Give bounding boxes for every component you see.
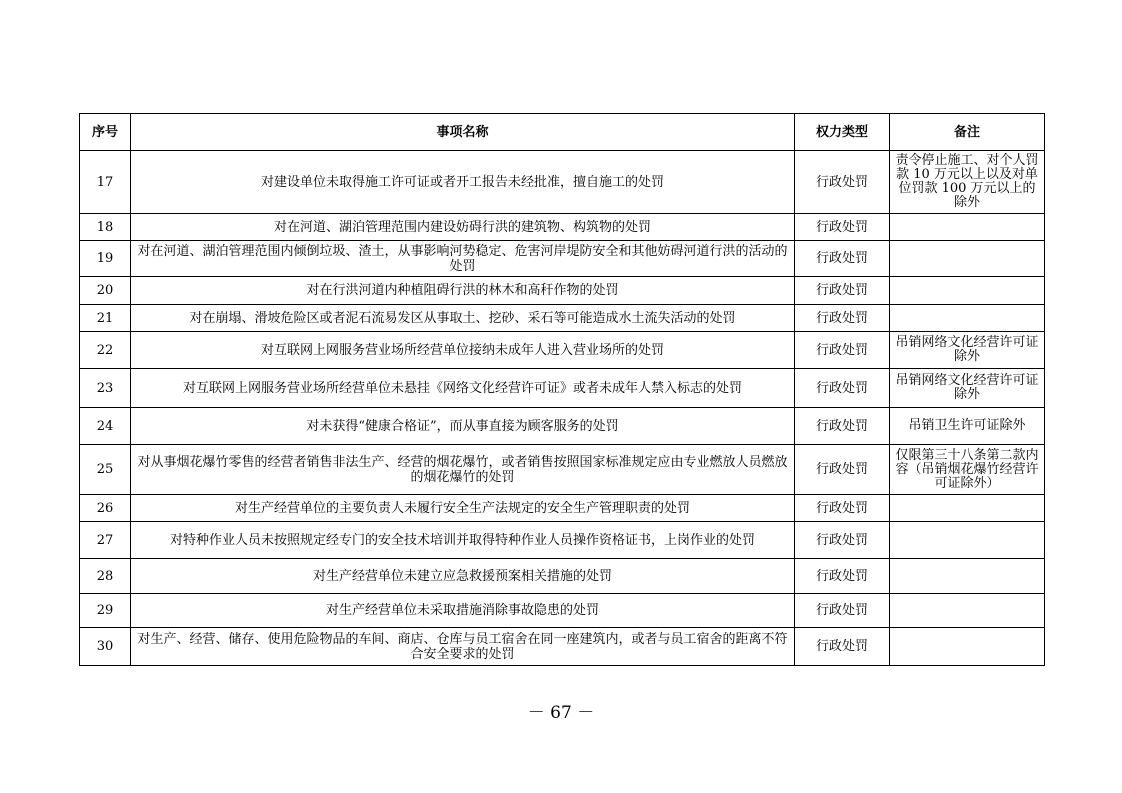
header-serial-no: 序号 <box>80 114 131 151</box>
table-row <box>80 594 1045 628</box>
cell-remarks <box>890 628 1045 666</box>
cell-power-type: 行政处罚 <box>795 369 890 408</box>
cell-power-type: 行政处罚 <box>795 151 890 214</box>
cell-power-type: 行政处罚 <box>795 594 890 628</box>
cell-item-name: 对互联网上网服务营业场所经营单位未悬挂《网络文化经营许可证》或者未成年人禁入标志的处罚 <box>131 369 795 408</box>
cell-remarks <box>890 594 1045 628</box>
cell-serial-no: 18 <box>80 214 131 241</box>
cell-serial-no: 28 <box>80 559 131 594</box>
cell-remarks <box>890 495 1045 522</box>
cell-remarks: 吊销网络文化经营许可证除外 <box>890 332 1045 369</box>
cell-item-name: 对在河道、湖泊管理范围内倾倒垃圾、渣土，从事影响河势稳定、危害河岸堤防安全和其他妨碍河道行洪的活动的处罚 <box>131 241 795 277</box>
cell-remarks <box>890 559 1045 594</box>
cell-serial-no: 17 <box>80 151 131 214</box>
cell-serial-no: 20 <box>80 277 131 305</box>
table-row <box>80 408 1045 445</box>
table-row <box>80 151 1045 214</box>
cell-serial-no: 30 <box>80 628 131 666</box>
cell-item-name: 对生产经营单位未建立应急救援预案相关措施的处罚 <box>131 559 795 594</box>
cell-power-type: 行政处罚 <box>795 241 890 277</box>
cell-item-name: 对在崩塌、滑坡危险区或者泥石流易发区从事取土、挖砂、采石等可能造成水土流失活动的处罚 <box>131 305 795 332</box>
cell-remarks: 仅限第三十八条第二款内容（吊销烟花爆竹经营许可证除外） <box>890 445 1045 495</box>
cell-item-name: 对生产、经营、储存、使用危险物品的车间、商店、仓库与员工宿舍在同一座建筑内，或者与员工宿舍的距离不符合安全要求的处罚 <box>131 628 795 666</box>
table-row <box>80 277 1045 305</box>
table-row <box>80 495 1045 522</box>
table-row <box>80 241 1045 277</box>
cell-serial-no: 22 <box>80 332 131 369</box>
cell-remarks <box>890 214 1045 241</box>
powers-table-container <box>79 113 1044 666</box>
table-row <box>80 332 1045 369</box>
page-number: － 67 － <box>527 703 595 723</box>
cell-power-type: 行政处罚 <box>795 277 890 305</box>
cell-item-name: 对从事烟花爆竹零售的经营者销售非法生产、经营的烟花爆竹，或者销售按照国家标准规定应由专业燃放人员燃放的烟花爆竹的处罚 <box>131 445 795 495</box>
cell-power-type: 行政处罚 <box>795 522 890 559</box>
cell-remarks: 吊销卫生许可证除外 <box>890 408 1045 445</box>
cell-item-name: 对在河道、湖泊管理范围内建设妨碍行洪的建筑物、构筑物的处罚 <box>131 214 795 241</box>
cell-power-type: 行政处罚 <box>795 332 890 369</box>
table-row <box>80 214 1045 241</box>
cell-power-type: 行政处罚 <box>795 628 890 666</box>
cell-serial-no: 23 <box>80 369 131 408</box>
cell-serial-no: 25 <box>80 445 131 495</box>
cell-remarks: 吊销网络文化经营许可证除外 <box>890 369 1045 408</box>
cell-serial-no: 19 <box>80 241 131 277</box>
table-row <box>80 559 1045 594</box>
cell-remarks <box>890 241 1045 277</box>
cell-item-name: 对互联网上网服务营业场所经营单位接纳未成年人进入营业场所的处罚 <box>131 332 795 369</box>
cell-remarks <box>890 522 1045 559</box>
cell-remarks: 责令停止施工、对个人罚款 10 万元以上以及对单位罚款 100 万元以上的除外 <box>890 151 1045 214</box>
cell-power-type: 行政处罚 <box>795 559 890 594</box>
table-row <box>80 369 1045 408</box>
cell-power-type: 行政处罚 <box>795 305 890 332</box>
cell-remarks <box>890 305 1045 332</box>
cell-item-name: 对未获得“健康合格证”，而从事直接为顾客服务的处罚 <box>131 408 795 445</box>
cell-item-name: 对生产经营单位未采取措施消除事故隐患的处罚 <box>131 594 795 628</box>
header-item-name: 事项名称 <box>131 114 795 151</box>
cell-serial-no: 21 <box>80 305 131 332</box>
table-row <box>80 628 1045 666</box>
header-power-type: 权力类型 <box>795 114 890 151</box>
table-row <box>80 522 1045 559</box>
cell-power-type: 行政处罚 <box>795 214 890 241</box>
cell-serial-no: 26 <box>80 495 131 522</box>
cell-power-type: 行政处罚 <box>795 408 890 445</box>
cell-power-type: 行政处罚 <box>795 445 890 495</box>
cell-serial-no: 27 <box>80 522 131 559</box>
cell-item-name: 对特种作业人员未按照规定经专门的安全技术培训并取得特种作业人员操作资格证书，上岗作业的处罚 <box>131 522 795 559</box>
cell-item-name: 对在行洪河道内种植阻碍行洪的林木和高秆作物的处罚 <box>131 277 795 305</box>
cell-item-name: 对建设单位未取得施工许可证或者开工报告未经批准，擅自施工的处罚 <box>131 151 795 214</box>
table-row <box>80 445 1045 495</box>
header-remarks: 备注 <box>890 114 1045 151</box>
cell-power-type: 行政处罚 <box>795 495 890 522</box>
cell-remarks <box>890 277 1045 305</box>
cell-serial-no: 29 <box>80 594 131 628</box>
table-header-row <box>80 114 1045 151</box>
cell-serial-no: 24 <box>80 408 131 445</box>
cell-item-name: 对生产经营单位的主要负责人未履行安全生产法规定的安全生产管理职责的处罚 <box>131 495 795 522</box>
powers-table <box>79 113 1045 666</box>
table-row <box>80 305 1045 332</box>
